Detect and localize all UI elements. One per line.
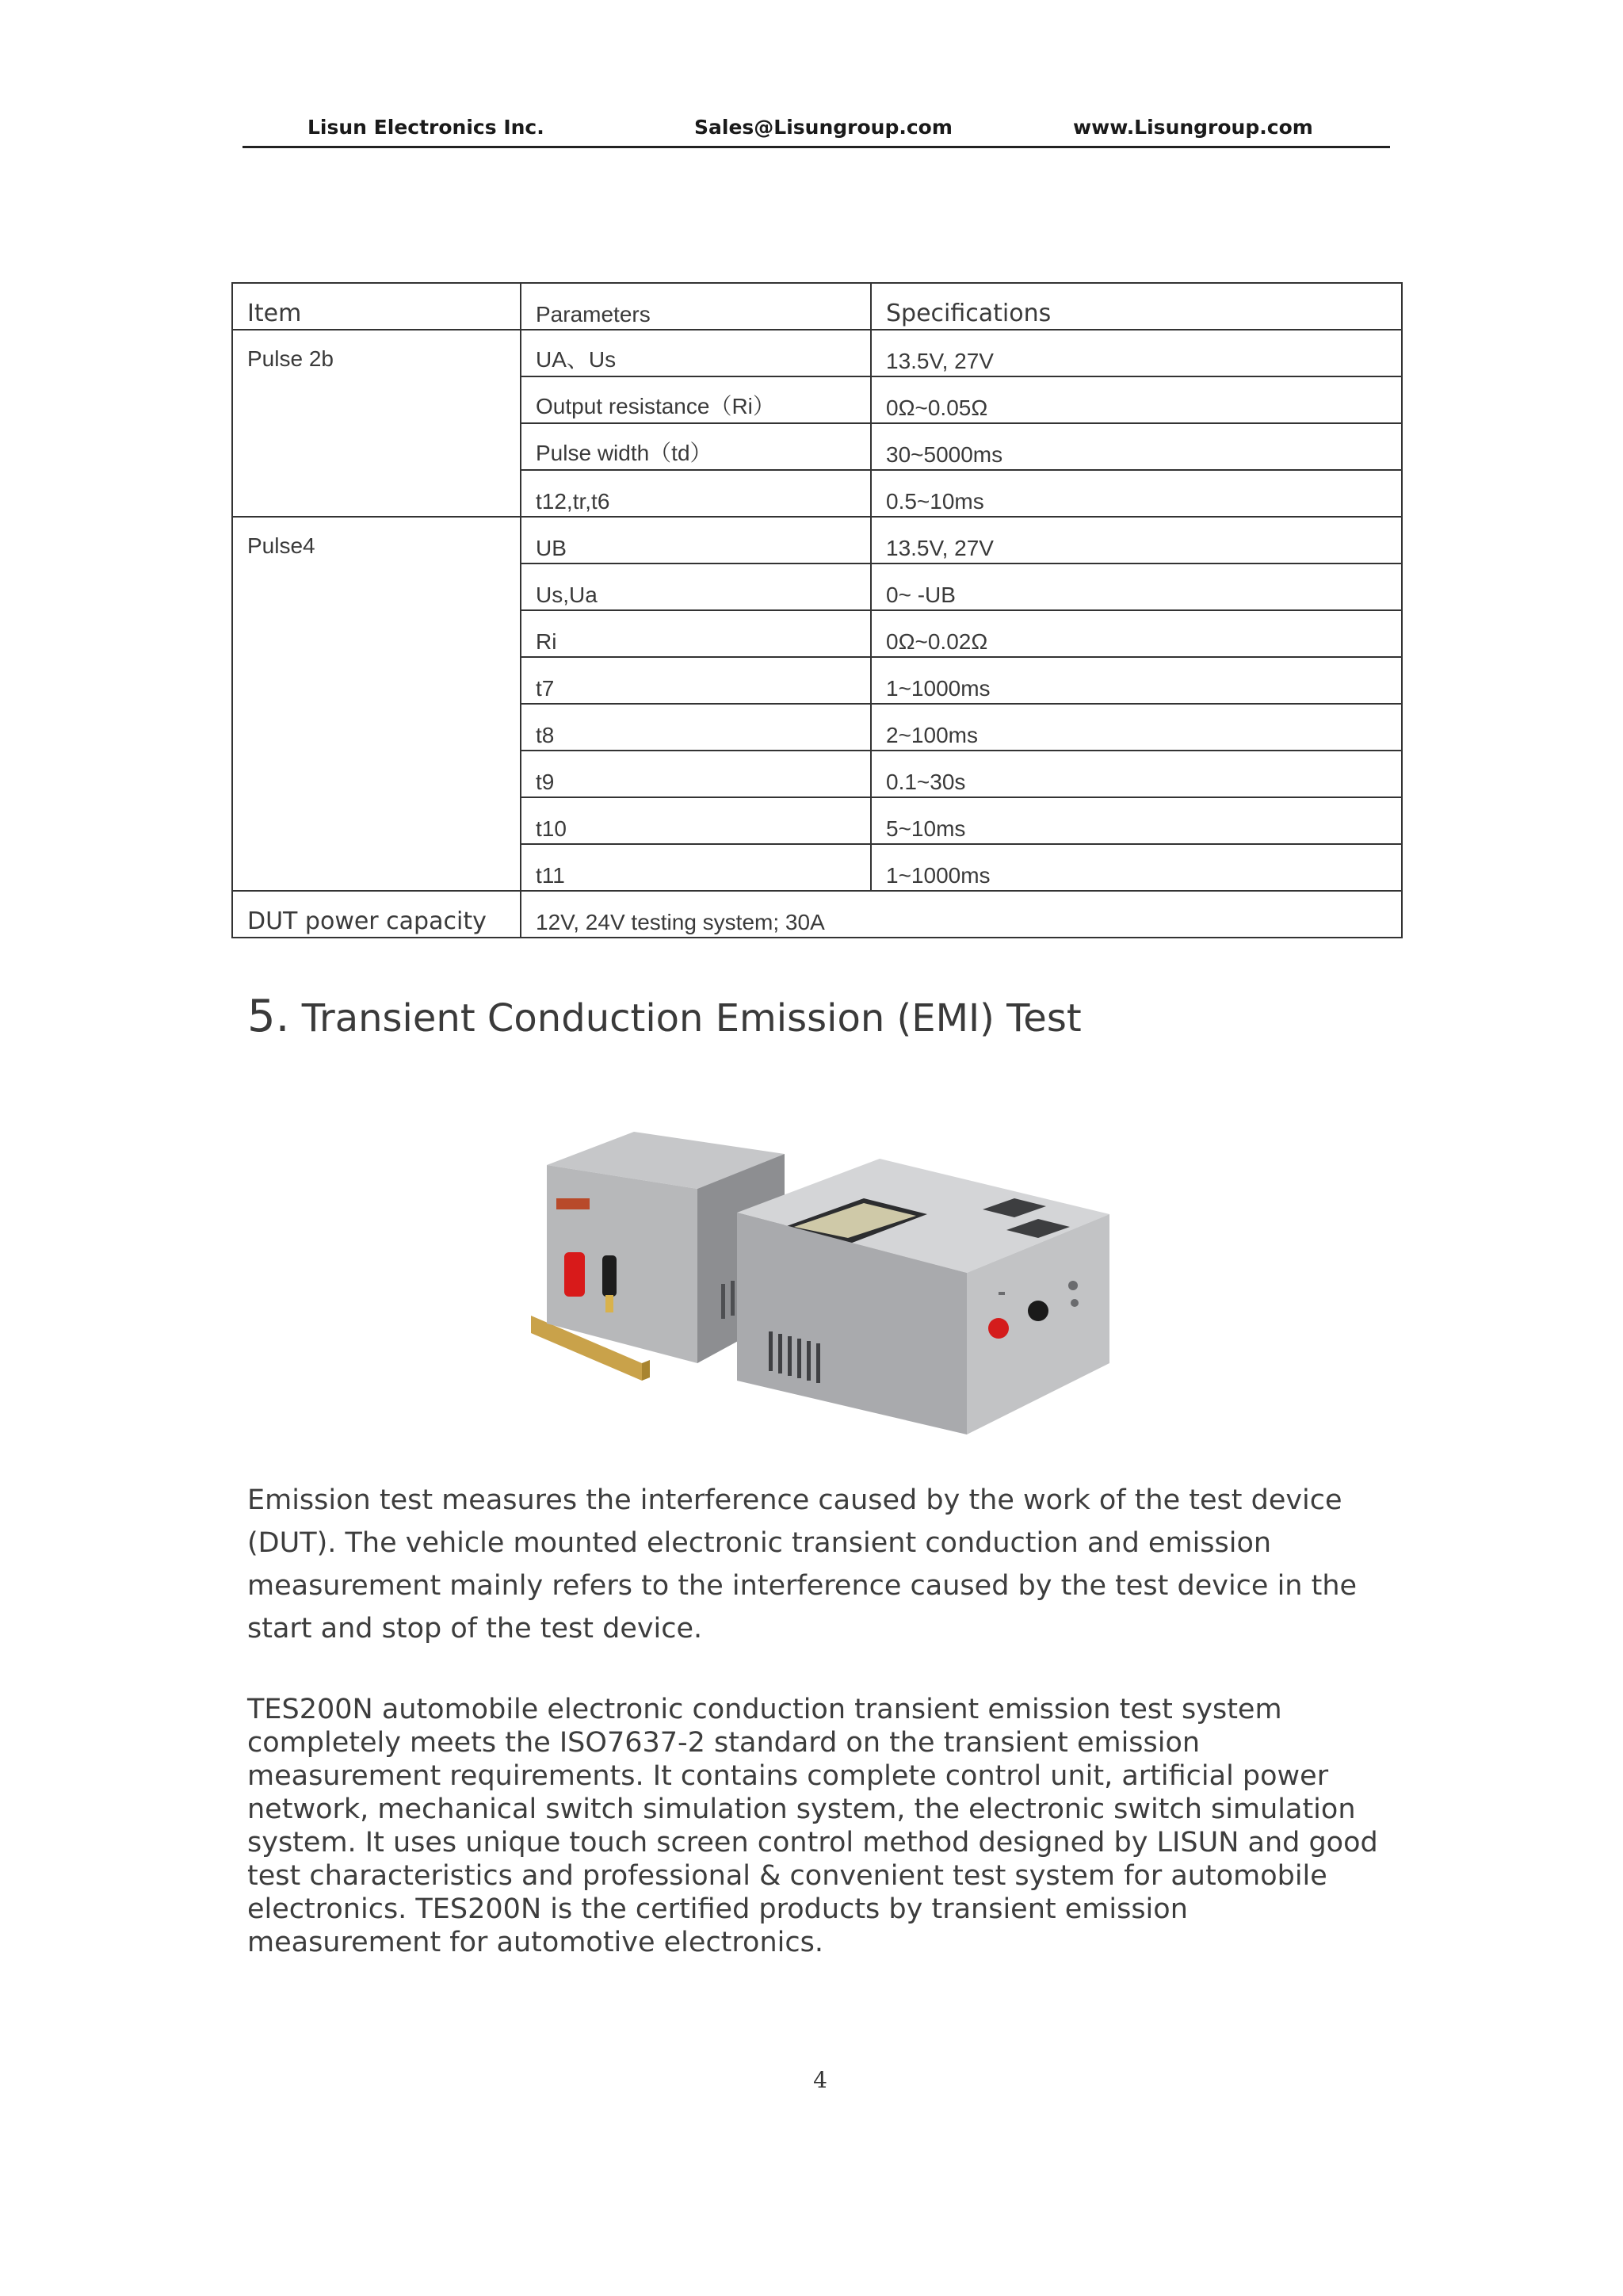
- header-email[interactable]: Sales@Lisungroup.com: [694, 116, 953, 139]
- spec-cell: 1~1000ms: [871, 657, 1402, 704]
- spec-cell: 0~ -UB: [871, 563, 1402, 610]
- param-cell: UA、Us: [521, 330, 871, 376]
- header-item: Item: [232, 283, 521, 330]
- header-company: Lisun Electronics Inc.: [307, 116, 544, 139]
- param-cell: Ri: [521, 610, 871, 657]
- spec-cell: 30~5000ms: [871, 423, 1402, 470]
- spec-table: [231, 282, 1403, 938]
- param-cell: t11: [521, 844, 871, 891]
- product-photo: [523, 1125, 1125, 1435]
- table-row: [232, 891, 1402, 938]
- paragraph-tes200n: TES200N automobile electronic conduction transient emission test system completely meets the ISO7637-2 standard on the transient emission measurement requirements. It contains complete control unit, artificial power network, mechanical switch simulation system, the electronic switch simulation system. It uses unique touch screen control method designed by LISUN and good test characteristics and professional & convenient test system for automobile electronics. TES200N is the certified products by transient emission measurement for automotive electronics.: [247, 1694, 1378, 1958]
- spec-cell: 0Ω~0.05Ω: [871, 376, 1402, 423]
- spec-cell: 2~100ms: [871, 704, 1402, 751]
- param-cell: t12,tr,t6: [521, 470, 871, 517]
- table-header-row: [232, 283, 1402, 330]
- param-cell: UB: [521, 517, 871, 563]
- param-cell: t9: [521, 751, 871, 797]
- section-heading: [247, 991, 1082, 1042]
- param-cell: Pulse width（td）: [521, 423, 871, 470]
- section-title: Transient Conduction Emission (EMI) Test: [301, 996, 1082, 1041]
- spec-cell: 13.5V, 27V: [871, 517, 1402, 563]
- header-parameters: Parameters: [521, 283, 871, 330]
- param-cell: t10: [521, 797, 871, 844]
- spec-cell: 0.5~10ms: [871, 470, 1402, 517]
- header-website[interactable]: www.Lisungroup.com: [1073, 116, 1313, 139]
- header-specifications: Specifications: [871, 283, 1402, 330]
- spec-cell: 0.1~30s: [871, 751, 1402, 797]
- paragraph-emission-test: Emission test measures the interference caused by the work of the test device (DUT). The vehicle mounted electronic transient conduction and emission measurement mainly refers to the interference caused by the test device in the start and stop of the test device.: [247, 1484, 1358, 1645]
- page-header: [242, 116, 1390, 148]
- param-cell: Us,Ua: [521, 563, 871, 610]
- spec-cell: 5~10ms: [871, 797, 1402, 844]
- spec-cell: 0Ω~0.02Ω: [871, 610, 1402, 657]
- param-cell: t7: [521, 657, 871, 704]
- spec-cell: 1~1000ms: [871, 844, 1402, 891]
- capacity-value-cell: 12V, 24V testing system; 30A: [521, 891, 1402, 938]
- table-row: [232, 330, 1402, 376]
- table-row: [232, 517, 1402, 563]
- spec-cell: 13.5V, 27V: [871, 330, 1402, 376]
- item-cell: Pulse4: [232, 517, 521, 891]
- item-cell: Pulse 2b: [232, 330, 521, 517]
- capacity-item-cell: DUT power capacity: [232, 891, 521, 938]
- section-number: 5.: [247, 991, 290, 1042]
- page-number: 4: [813, 2067, 827, 2093]
- param-cell: t8: [521, 704, 871, 751]
- param-cell: Output resistance（Ri）: [521, 376, 871, 423]
